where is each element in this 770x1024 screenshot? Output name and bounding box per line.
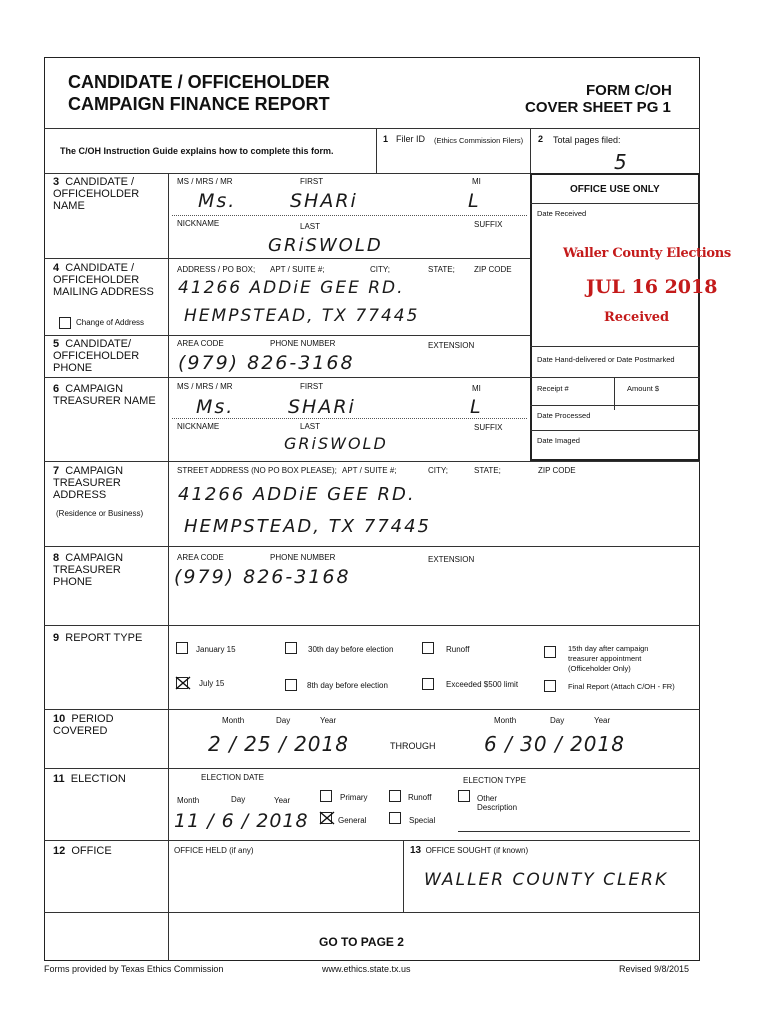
section-9-label: 9 REPORT TYPE	[53, 632, 143, 644]
state-label: STATE;	[428, 265, 455, 274]
treasurer-area-code-label: AREA CODE	[177, 553, 224, 562]
check-mark-icon	[175, 676, 191, 690]
section-8-label: 8 CAMPAIGN TREASURER PHONE	[53, 552, 124, 588]
extension-label: EXTENSION	[428, 341, 475, 350]
city-label: CITY;	[370, 265, 390, 274]
treasurer-state-label: STATE;	[474, 466, 501, 475]
candidate-first-name[interactable]: SHARi	[290, 190, 358, 212]
report-type-jan15-checkbox[interactable]	[176, 642, 188, 654]
election-type-label: ELECTION TYPE	[463, 776, 526, 785]
change-of-address-label: Change of Address	[76, 318, 145, 327]
election-day-label: Day	[231, 795, 246, 804]
report-type-15th-day-label-3: (Officeholder Only)	[568, 664, 631, 673]
treasurer-prefix[interactable]: Ms.	[196, 396, 235, 418]
report-type-30th-day-label: 30th day before election	[308, 645, 394, 654]
go-to-page-2: GO TO PAGE 2	[319, 935, 404, 949]
pages-value[interactable]: 5	[614, 150, 629, 174]
date-received-label: Date Received	[537, 209, 587, 218]
report-type-july15-checkbox[interactable]	[176, 677, 188, 689]
filer-id-num: 1	[383, 134, 389, 144]
phone-number-label: PHONE NUMBER	[270, 339, 336, 348]
election-general-label: General	[338, 816, 367, 825]
filer-id-note: (Ethics Commission Filers)	[434, 136, 524, 145]
address-label: ADDRESS / PO BOX;	[177, 265, 256, 274]
prefix-label: MS / MRS / MR	[177, 177, 233, 186]
footer-revised: Revised 9/8/2015	[619, 964, 690, 974]
footer-url[interactable]: www.ethics.state.tx.us	[322, 964, 411, 974]
pages-num: 2	[538, 134, 544, 144]
change-of-address-checkbox[interactable]	[59, 317, 71, 329]
office-sought-label: 13 OFFICE SOUGHT (if known)	[410, 845, 529, 856]
processed-label: Date Processed	[537, 411, 591, 420]
treasurer-prefix-label: MS / MRS / MR	[177, 382, 233, 391]
first-label: FIRST	[300, 177, 324, 186]
section-12-label: 12 OFFICE	[53, 845, 112, 857]
office-use-title: OFFICE USE ONLY	[570, 184, 660, 195]
area-code-label: AREA CODE	[177, 339, 224, 348]
section-7-sub: (Residence or Business)	[56, 509, 144, 518]
instruction-text: The C/OH Instruction Guide explains how to complete this form.	[60, 146, 334, 156]
form-subtitle: CAMPAIGN FINANCE REPORT	[68, 94, 330, 114]
candidate-address-line1[interactable]: 41266 ADDiE GEE RD.	[178, 278, 405, 298]
imaged-label: Date Imaged	[537, 436, 580, 445]
mi-label: MI	[472, 177, 481, 186]
report-type-30th-day-checkbox[interactable]	[285, 642, 297, 654]
street-address-label: STREET ADDRESS (NO PO BOX PLEASE);	[177, 466, 337, 475]
treasurer-nickname-label: NICKNAME	[177, 422, 220, 431]
report-type-runoff-checkbox[interactable]	[422, 642, 434, 654]
election-runoff-label: Runoff	[408, 793, 432, 802]
treasurer-last-name[interactable]: GRiSWOLD	[284, 434, 388, 453]
treasurer-mi[interactable]: L	[470, 396, 483, 418]
form-cover-sheet: COVER SHEET PG 1	[525, 99, 671, 116]
section-6-label: 6 CAMPAIGN TREASURER NAME	[53, 383, 156, 407]
report-type-15th-day-checkbox[interactable]	[544, 646, 556, 658]
election-month-label: Month	[177, 796, 200, 805]
treasurer-extension-label: EXTENSION	[428, 555, 475, 564]
treasurer-address-line2[interactable]: HEMPSTEAD, TX 77445	[184, 516, 432, 537]
candidate-last-name[interactable]: GRiSWOLD	[268, 235, 383, 256]
stamp-received: Received	[604, 310, 670, 325]
receipt-label: Receipt #	[537, 384, 569, 393]
report-type-july15-label: July 15	[199, 679, 225, 688]
office-sought-value[interactable]: WALLER COUNTY CLERK	[424, 870, 669, 890]
election-other-label: Other	[477, 794, 498, 803]
hand-delivered-label: Date Hand-delivered or Date Postmarked	[537, 355, 675, 364]
report-type-final-checkbox[interactable]	[544, 680, 556, 692]
stamp-date: JUL 16 2018	[586, 276, 718, 298]
treasurer-first-label: FIRST	[300, 382, 324, 391]
report-type-runoff-label: Runoff	[446, 645, 470, 654]
period-month-label: Month	[222, 716, 245, 725]
report-type-exceeded-label: Exceeded $500 limit	[446, 680, 519, 689]
report-type-exceeded-checkbox[interactable]	[422, 678, 434, 690]
report-type-15th-day-label-2: treasurer appointment	[568, 654, 642, 663]
treasurer-first-name[interactable]: SHARi	[288, 396, 356, 418]
pages-label: Total pages filed:	[553, 135, 621, 145]
treasurer-last-label: LAST	[300, 422, 321, 431]
through-label: THROUGH	[390, 741, 436, 751]
period-from-date[interactable]: 2 / 25 / 2018	[208, 732, 349, 756]
election-special-checkbox[interactable]	[389, 812, 401, 824]
treasurer-apt-label: APT / SUITE #;	[342, 466, 397, 475]
election-primary-label: Primary	[340, 793, 368, 802]
nickname-label: NICKNAME	[177, 219, 220, 228]
treasurer-phone-label: PHONE NUMBER	[270, 553, 336, 562]
section-10-label: 10 PERIOD COVERED	[53, 713, 114, 737]
treasurer-phone[interactable]: (979) 826-3168	[174, 566, 351, 588]
form-name: FORM C/OH	[586, 82, 672, 99]
stamp-county: Waller County Elections	[563, 246, 731, 261]
election-date[interactable]: 11 / 6 / 2018	[174, 810, 309, 832]
treasurer-zip-label: ZIP CODE	[538, 466, 576, 475]
election-special-label: Special	[409, 816, 436, 825]
filer-id-label: Filer ID	[396, 134, 425, 144]
form-title: CANDIDATE / OFFICEHOLDER	[68, 72, 330, 92]
election-year-label: Year	[274, 796, 291, 805]
zip-label: ZIP CODE	[474, 265, 512, 274]
amount-label: Amount $	[627, 384, 660, 393]
apt-label: APT / SUITE #;	[270, 265, 325, 274]
report-type-15th-day-label-1: 15th day after campaign	[568, 644, 649, 653]
election-description-label: Description	[477, 803, 518, 812]
election-primary-checkbox[interactable]	[320, 790, 332, 802]
section-11-label: 11 ELECTION	[53, 773, 126, 785]
treasurer-mi-label: MI	[472, 384, 481, 393]
period-day-label: Day	[276, 716, 291, 725]
office-held-label: OFFICE HELD (if any)	[174, 846, 254, 855]
period-year-label-2: Year	[594, 716, 611, 725]
candidate-address-line2[interactable]: HEMPSTEAD, TX 77445	[184, 306, 420, 326]
period-to-date[interactable]: 6 / 30 / 2018	[484, 732, 625, 756]
check-mark-icon	[319, 811, 335, 825]
section-7-label: 7 CAMPAIGN TREASURER ADDRESS	[53, 465, 124, 501]
election-date-label: ELECTION DATE	[201, 773, 264, 782]
section-3-label: 3 CANDIDATE / OFFICEHOLDER NAME	[53, 176, 140, 212]
election-runoff-checkbox[interactable]	[389, 790, 401, 802]
treasurer-city-label: CITY;	[428, 466, 448, 475]
candidate-phone[interactable]: (979) 826-3168	[178, 352, 355, 374]
suffix-label: SUFFIX	[474, 220, 503, 229]
period-month-label-2: Month	[494, 716, 517, 725]
footer-provider: Forms provided by Texas Ethics Commission	[44, 964, 224, 974]
section-4-label: 4 CANDIDATE / OFFICEHOLDER MAILING ADDRESS	[53, 262, 154, 298]
period-day-label-2: Day	[550, 716, 565, 725]
last-label: LAST	[300, 222, 321, 231]
election-other-checkbox[interactable]	[458, 790, 470, 802]
report-type-jan15-label: January 15	[196, 645, 236, 654]
candidate-mi[interactable]: L	[468, 190, 481, 212]
report-type-8th-day-checkbox[interactable]	[285, 679, 297, 691]
report-type-final-label: Final Report (Attach C/OH - FR)	[568, 682, 675, 691]
candidate-prefix[interactable]: Ms.	[198, 190, 237, 212]
period-year-label: Year	[320, 716, 337, 725]
report-type-8th-day-label: 8th day before election	[307, 681, 388, 690]
treasurer-address-line1[interactable]: 41266 ADDiE GEE RD.	[178, 484, 416, 505]
election-general-checkbox[interactable]	[320, 812, 332, 824]
treasurer-suffix-label: SUFFIX	[474, 423, 503, 432]
section-5-label: 5 CANDIDATE/ OFFICEHOLDER PHONE	[53, 338, 140, 374]
